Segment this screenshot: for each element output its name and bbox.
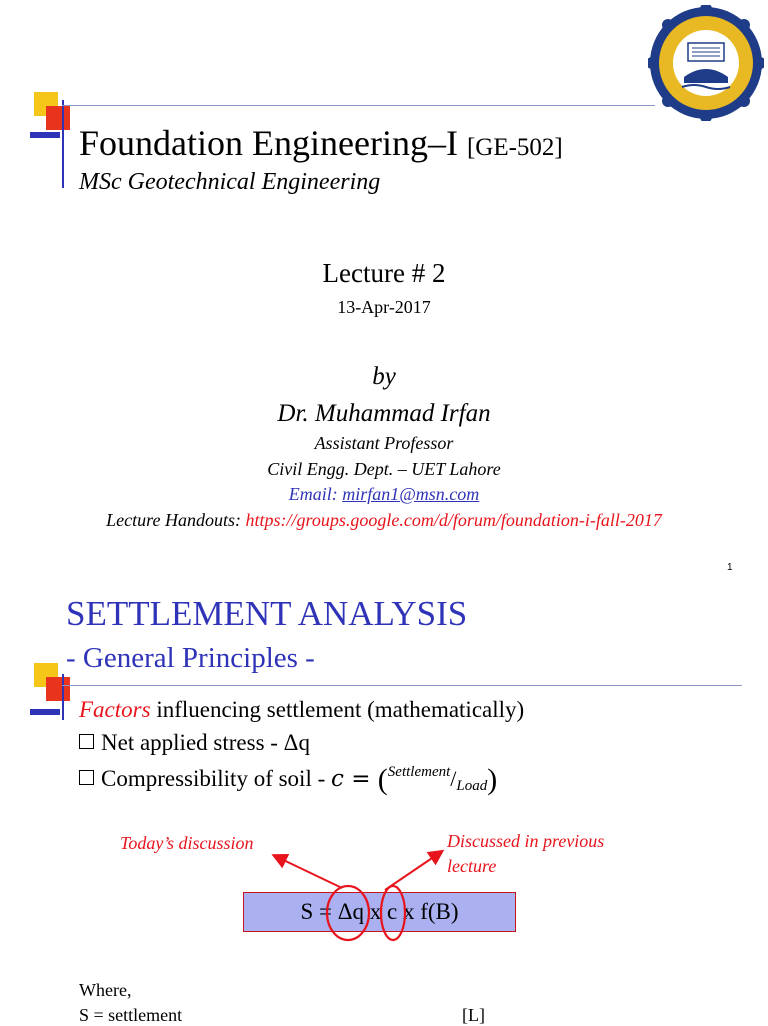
section-subtitle: - General Principles - (66, 642, 315, 674)
author-name: Dr. Muhammad Irfan (277, 400, 491, 427)
page-number: 1 (727, 562, 733, 573)
note-previous-lecture-2: lecture (447, 856, 497, 876)
list-item: Net applied stress - Δq (79, 730, 310, 756)
by-label: by (372, 363, 396, 390)
section-title: SETTLEMENT ANALYSIS (66, 594, 468, 633)
author-role: Assistant Professor (314, 433, 454, 453)
settlement-unit: [L] (462, 1005, 485, 1025)
author-department: Civil Engg. Dept. – UET Lahore (267, 459, 501, 479)
author-email: Email: mirfan1@msn.com (288, 484, 480, 504)
where-label: Where, (79, 980, 132, 1000)
factors-line: Factors influencing settlement (mathematically) (79, 697, 525, 722)
course-title: Foundation Engineering–I [GE-502] (79, 123, 563, 163)
email-link[interactable]: mirfan1@msn.com (342, 484, 480, 504)
course-subtitle: MSc Geotechnical Engineering (79, 169, 381, 195)
lecture-number: Lecture # 2 (322, 258, 446, 288)
handouts-line: Lecture Handouts: https://groups.google.com/d/forum/foundation-i-fall-2017 (106, 510, 662, 530)
lecture-date: 13-Apr-2017 (337, 297, 431, 317)
list-item: Compressibility of soil - c = ($^{Settlement}$/Load) (79, 763, 497, 797)
settlement-definition: S = settlement (79, 1005, 183, 1025)
course-code: [GE-502] (466, 134, 563, 161)
settlement-formula: S = Δq x c x f(B) (243, 892, 516, 932)
handouts-link[interactable]: https://groups.google.com/d/forum/foundation-i-fall-2017 (245, 510, 662, 530)
note-previous-lecture-1: Discussed in previous (447, 831, 605, 851)
note-todays-discussion: Today’s discussion (120, 833, 254, 853)
